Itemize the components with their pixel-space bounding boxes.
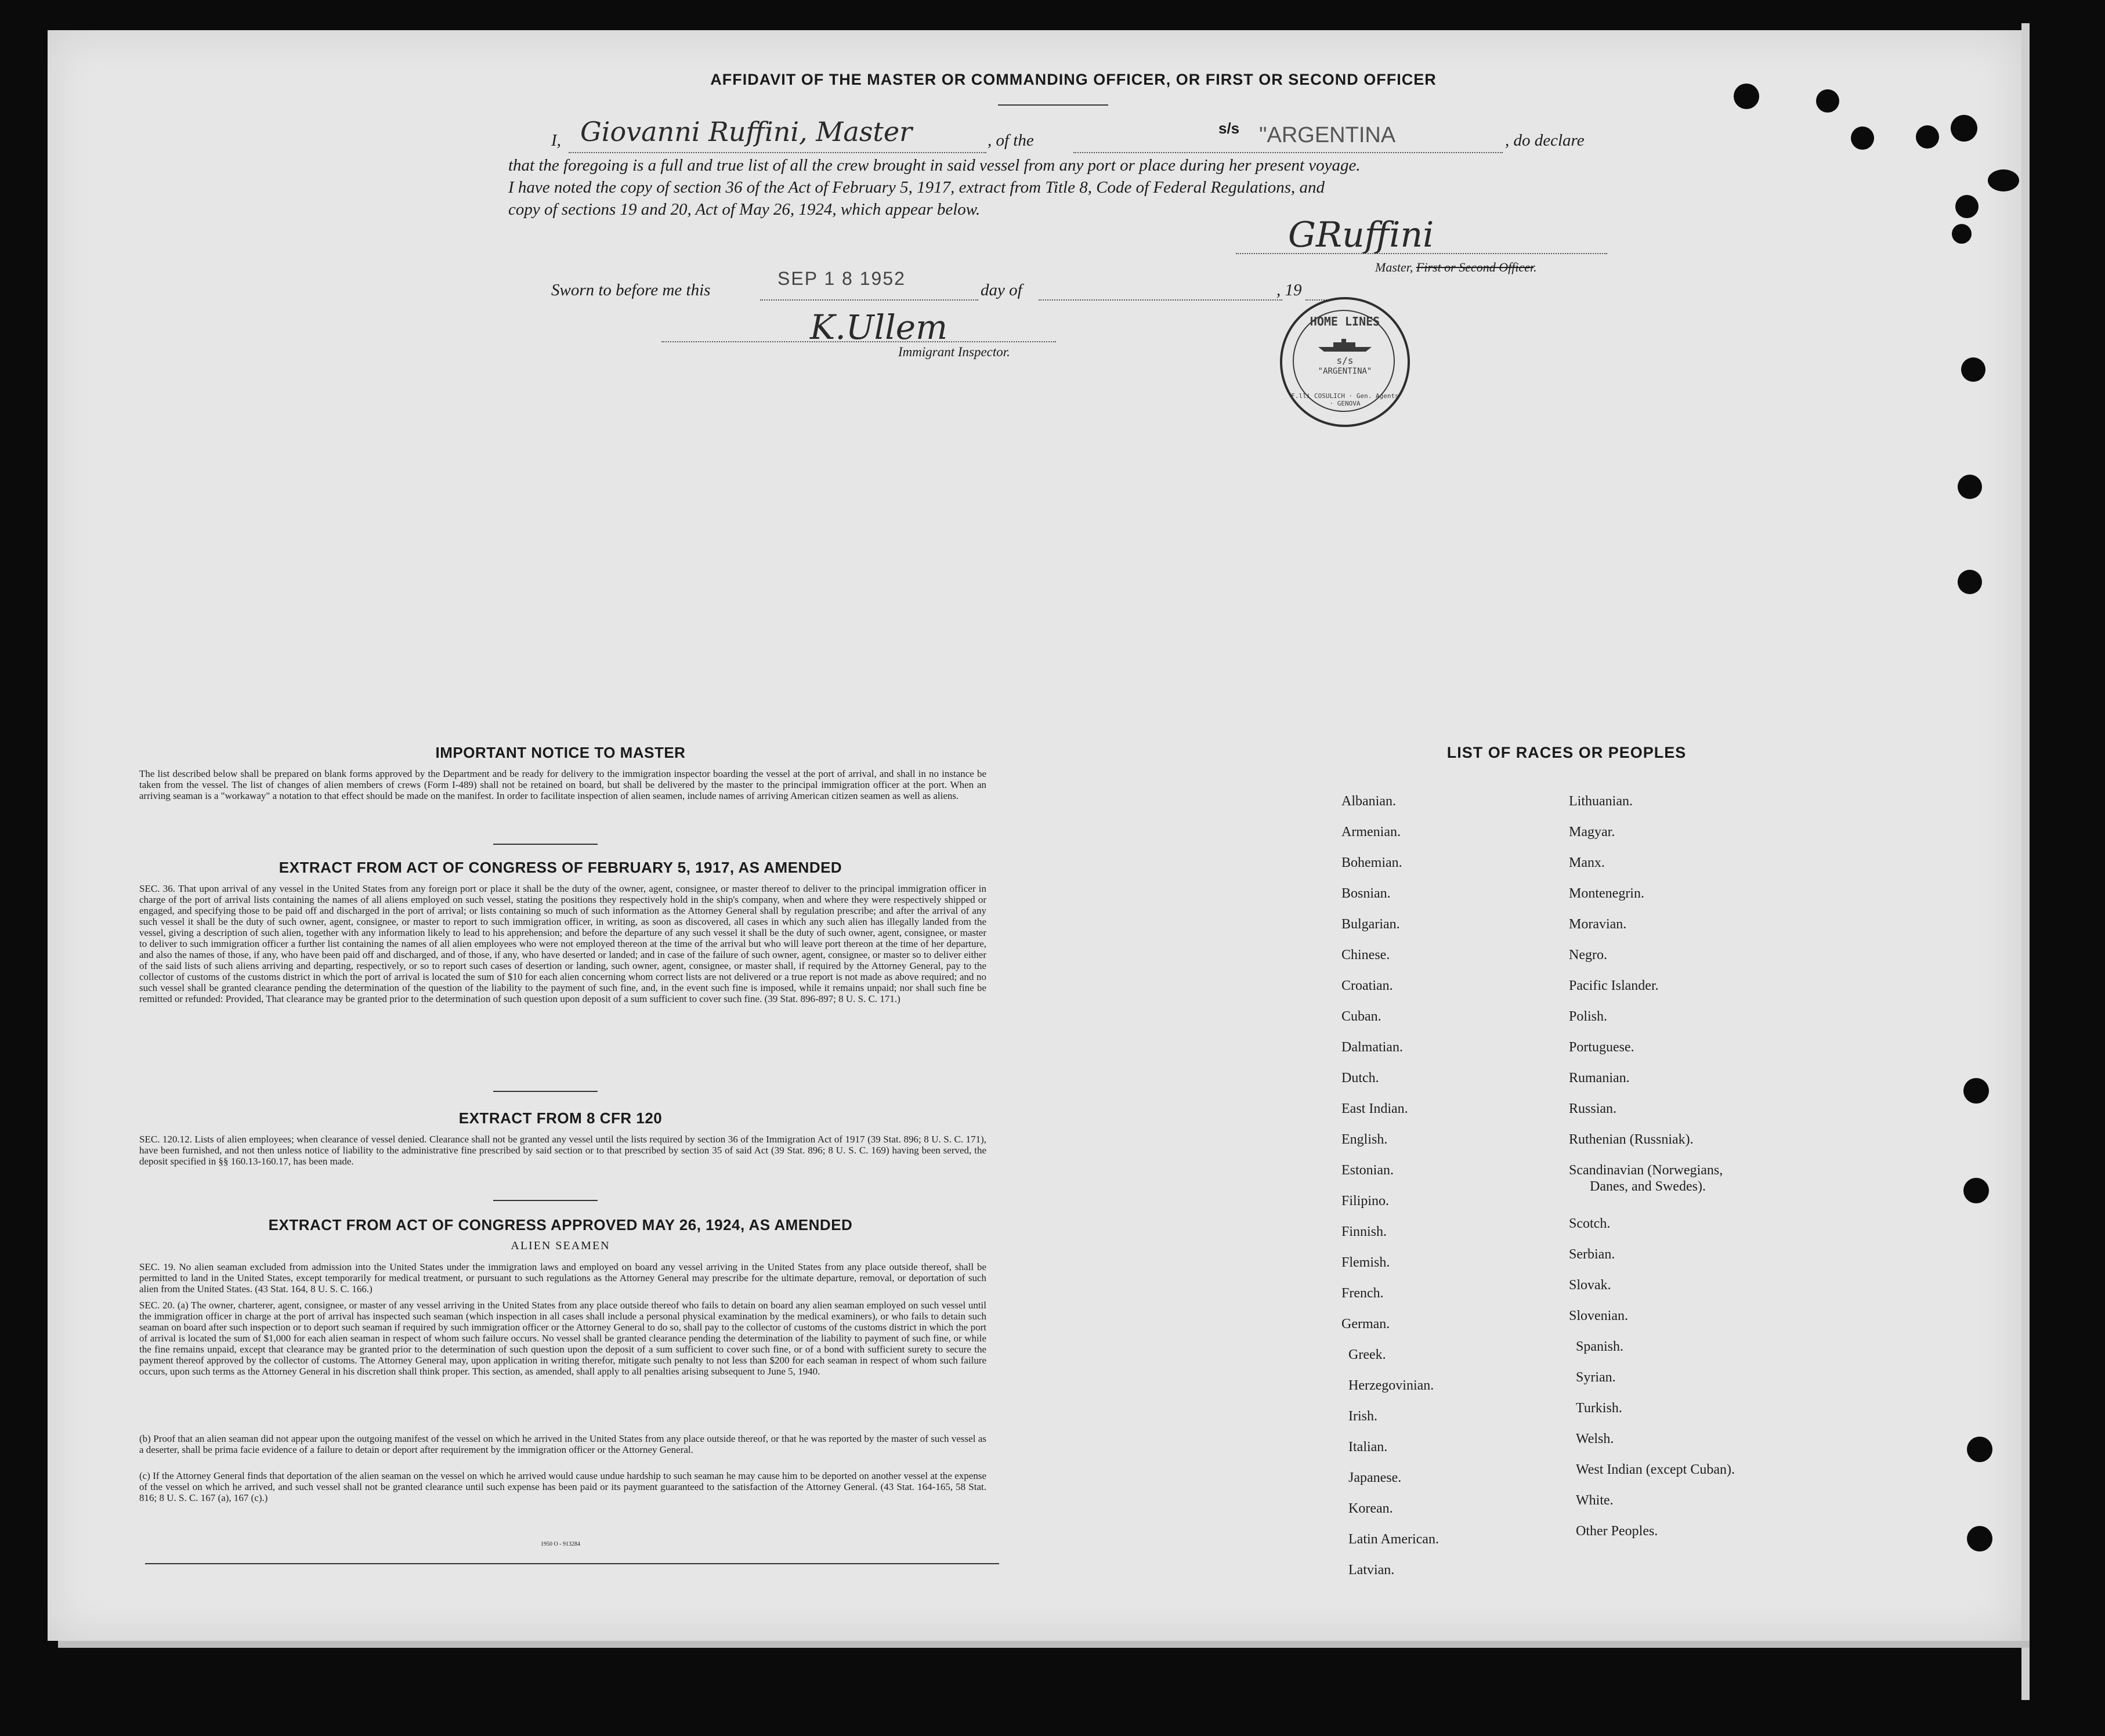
race-list-item: Dalmatian. bbox=[1341, 1040, 1403, 1055]
affidavit-body-2: I have noted the copy of section 36 of the Act of February 5, 1917, extract from Title 8, Code of Federal Regulations, and bbox=[508, 178, 1325, 197]
race-list-item: Manx. bbox=[1569, 855, 1605, 870]
struck-officer-title: First or Second Officer bbox=[1416, 260, 1534, 274]
inspector-label: Immigrant Inspector. bbox=[898, 345, 1010, 359]
extract-1917-title: EXTRACT FROM ACT OF CONGRESS OF FEBRUARY 5, 1917, AS AMENDED bbox=[279, 859, 842, 876]
race-list-item: Flemish. bbox=[1341, 1255, 1390, 1270]
race-list-item: Dutch. bbox=[1341, 1070, 1379, 1086]
race-list-item: Albanian. bbox=[1341, 794, 1396, 809]
race-list-item: Danes, and Swedes). bbox=[1590, 1179, 1706, 1194]
punch-hole bbox=[1967, 1526, 1992, 1551]
race-list-item: Latin American. bbox=[1348, 1532, 1439, 1547]
races-title: LIST OF RACES OR PEOPLES bbox=[1446, 744, 1687, 761]
race-list-item: Slovenian. bbox=[1569, 1308, 1628, 1323]
inspector-signature: K.Ullem bbox=[810, 308, 948, 347]
punch-hole bbox=[1952, 224, 1972, 244]
stamp-top-text: HOME LINES bbox=[1310, 314, 1380, 328]
page-edge bbox=[2021, 23, 2030, 1700]
notice-body: The list described below shall be prepared on blank forms approved by the Department and be ready for delivery to the immigration inspector boarding the vessel at the port of arrival, and shall in no instance be taken from the vessel. The list of changes of alien members of crews (Form I-489) shall not be retained on board, but shall be delivered by the master to the principal immigration officer at the port. When an arriving seaman is a "workaway" a notation to that effect should be made on the manifest. In order to facilitate inspection of alien seamen, include names of arriving American citizen seamen as well as aliens. bbox=[139, 768, 986, 801]
year-label: , 19 bbox=[1276, 281, 1302, 299]
race-list-item: Ruthenian (Russniak). bbox=[1569, 1132, 1694, 1147]
race-list-item: Herzegovinian. bbox=[1348, 1378, 1434, 1393]
ship-icon bbox=[1316, 338, 1374, 353]
section-divider bbox=[493, 1200, 598, 1201]
race-list-item: Polish. bbox=[1569, 1009, 1608, 1024]
inspector-line bbox=[661, 341, 1056, 342]
race-list-item: Pacific Islander. bbox=[1569, 978, 1659, 993]
punch-hole bbox=[1951, 115, 1977, 142]
declarant-handwriting: Giovanni Ruffini, Master bbox=[580, 116, 913, 147]
race-list-item: Rumanian. bbox=[1569, 1070, 1630, 1086]
master-title: Master, bbox=[1375, 260, 1413, 274]
punch-hole bbox=[1816, 89, 1839, 113]
title-divider bbox=[998, 104, 1108, 106]
race-list-item: Cuban. bbox=[1341, 1009, 1381, 1024]
master-label-end: . bbox=[1533, 260, 1537, 274]
punch-hole bbox=[1734, 84, 1759, 109]
punch-hole bbox=[1961, 357, 1985, 382]
race-list-item: White. bbox=[1576, 1493, 1614, 1508]
race-list-item: Finnish. bbox=[1341, 1224, 1387, 1239]
stamp-ship-name: "ARGENTINA" bbox=[1318, 367, 1372, 376]
extract-cfr-body: SEC. 120.12. Lists of alien employees; when clearance of vessel denied. Clearance shall not be granted any vessel until the lists required by section 36 of the Immigration Act of 1917 (39 Stat. 896; 8 U. S. C. 171), have been furnished, and not then unless notice of liability to the administrative fine prescribed by said section or to that prescribed by section 35 of said Act (39 Stat. 896; 8 U. S. C. 169) having been served, the deposit specified in §§ 160.13-160.17, has been made. bbox=[139, 1134, 986, 1167]
do-declare-label: , do declare bbox=[1505, 131, 1585, 150]
section-divider bbox=[493, 844, 598, 845]
punch-hole bbox=[1967, 1437, 1992, 1462]
race-list-item: Latvian. bbox=[1348, 1563, 1395, 1578]
punch-hole bbox=[1963, 1078, 1989, 1104]
race-list-item: Armenian. bbox=[1341, 824, 1401, 840]
affidavit-title: AFFIDAVIT OF THE MASTER OR COMMANDING OFFICER, OR FIRST OR SECOND OFFICER bbox=[710, 71, 1437, 88]
master-signature-line bbox=[1236, 253, 1607, 254]
race-list-item: Magyar. bbox=[1569, 824, 1615, 840]
race-list-item: Bulgarian. bbox=[1341, 917, 1400, 932]
race-list-item: Japanese. bbox=[1348, 1470, 1402, 1485]
extract-cfr-title: EXTRACT FROM 8 CFR 120 bbox=[458, 1109, 663, 1127]
race-list-item: Bohemian. bbox=[1341, 855, 1402, 870]
of-the-label: , of the bbox=[988, 131, 1034, 150]
race-list-item: Lithuanian. bbox=[1569, 794, 1633, 809]
race-list-item: Korean. bbox=[1348, 1501, 1393, 1516]
punch-hole bbox=[1988, 169, 2019, 191]
day-of-label: day of bbox=[981, 281, 1022, 299]
race-list-item: Serbian. bbox=[1569, 1247, 1615, 1262]
master-signature: GRuffini bbox=[1288, 215, 1434, 255]
vessel-line bbox=[1073, 152, 1503, 153]
page-edge bbox=[58, 1641, 2030, 1648]
race-list-item: Negro. bbox=[1569, 947, 1607, 963]
affidavit-body-3: copy of sections 19 and 20, Act of May 26, 1924, which appear below. bbox=[508, 200, 981, 219]
race-list-item: German. bbox=[1341, 1317, 1390, 1332]
race-list-item: Greek. bbox=[1348, 1347, 1386, 1362]
punch-hole bbox=[1963, 1178, 1989, 1203]
race-list-item: West Indian (except Cuban). bbox=[1576, 1462, 1735, 1477]
month-line bbox=[1039, 299, 1282, 301]
affidavit-body-1: that the foregoing is a full and true list of all the crew brought in said vessel from any port or place during her present voyage. bbox=[508, 156, 1361, 175]
sworn-date-stamp: SEP 1 8 1952 bbox=[777, 268, 906, 289]
race-list-item: Russian. bbox=[1569, 1101, 1617, 1116]
race-list-item: Moravian. bbox=[1569, 917, 1627, 932]
master-label bbox=[1375, 260, 1537, 275]
section-divider bbox=[493, 1091, 598, 1092]
sworn-label: Sworn to before me this bbox=[551, 281, 711, 299]
vessel-name: "ARGENTINA bbox=[1259, 123, 1396, 147]
race-list-item: Syrian. bbox=[1576, 1370, 1616, 1385]
document-sheet bbox=[48, 30, 2021, 1641]
punch-hole bbox=[1958, 475, 1982, 499]
punch-hole bbox=[1851, 126, 1874, 150]
race-list-item: Slovak. bbox=[1569, 1278, 1611, 1293]
race-list-item: Chinese. bbox=[1341, 947, 1390, 963]
race-list-item: Welsh. bbox=[1576, 1431, 1614, 1446]
sec-20c-body: (c) If the Attorney General finds that deportation of the alien seaman on the vessel on which he arrived would cause undue hardship to such seaman he may cause him to be deported on another vessel at the expense of the vessel on which he arrived, and such vessel shall not be granted clearance until such expense has been paid or its payment guaranteed to the satisfaction of the Attorney General. (43 Stat. 164-165, 58 Stat. 816; 8 U. S. C. 167 (a), 167 (c).) bbox=[139, 1470, 986, 1503]
race-list-item: Portuguese. bbox=[1569, 1040, 1634, 1055]
vessel-prefix: s/s bbox=[1218, 120, 1240, 137]
print-code: 1950 O - 913284 bbox=[540, 1541, 581, 1547]
sworn-date-line bbox=[760, 299, 978, 301]
race-list-item: Other Peoples. bbox=[1576, 1524, 1658, 1539]
race-list-item: Spanish. bbox=[1576, 1339, 1624, 1354]
stamp-bottom-text: F.lli COSULICH · Gen. Agents · GENOVA bbox=[1291, 392, 1399, 407]
extract-1917-body: SEC. 36. That upon arrival of any vessel in the United States from any foreign port or place it shall be the duty of the owner, agent, consignee, or master thereof to deliver to the principal immigration officer in charge of the port of arrival lists containing the names of all aliens employed on such vessel, stating the positions they respectively hold in the ship's company, when and where they were respectively shipped or engaged, and specifying those to be paid off and discharged in the port of arrival; or lists containing so much of such information as the Attorney General shall by regulation prescribe; and after the arrival of any such vessel it shall be the duty of such owner, agent, consignee, or master to report to such immigration officer, in writing, as soon as discovered, all cases in which any such alien has illegally landed from the vessel, giving a description of such alien, together with any information likely to lead to his apprehension; and before the departure of any such vessel it shall be the duty of such owner, agent, consignee, or master to deliver to such immigration officer a further list containing the names of all alien employees who were not employed thereon at the time of the arrival but who will leave port thereon at the time of her departure, and also the names of those, if any, who have been paid off and discharged, and of those, if any, who have deserted or landed; and in case of the failure of such owner, agent, consignee, or master so to deliver either of the said lists of such aliens arriving and departing, respectively, or so to report such cases of desertion or landing, such owner, agent, consignee, or master shall, if required by the Attorney General, pay to the collector of customs of the customs district in which the port of arrival is located the sum of $10 for each alien concerning whom correct lists are not delivered or a true report is not made as above required; and no such vessel shall be granted clearance pending the determination of the question of the liability to the payment of such fine, and, in the event such fine is imposed, while it remains unpaid; nor shall such fine be remitted or refunded: Provided, That clearance may be granted prior to the determination of such question upon deposit of a sum sufficient to cover such fine. (39 Stat. 896-897; 8 U. S. C. 171.) bbox=[139, 883, 986, 1004]
race-list-item: Turkish. bbox=[1576, 1401, 1622, 1416]
punch-hole bbox=[1916, 125, 1939, 149]
race-list-item: Montenegrin. bbox=[1569, 886, 1644, 901]
race-list-item: Croatian. bbox=[1341, 978, 1393, 993]
bottom-rule bbox=[145, 1563, 999, 1564]
race-list-item: Irish. bbox=[1348, 1409, 1377, 1424]
race-list-item: Scotch. bbox=[1569, 1216, 1611, 1231]
race-list-item: Filipino. bbox=[1341, 1194, 1390, 1209]
extract-1924-title: EXTRACT FROM ACT OF CONGRESS APPROVED MAY 26, 1924, AS AMENDED bbox=[268, 1216, 853, 1234]
race-list-item: Estonian. bbox=[1341, 1163, 1394, 1178]
declarant-line bbox=[569, 152, 986, 153]
punch-hole bbox=[1955, 195, 1979, 218]
race-list-item: Italian. bbox=[1348, 1440, 1388, 1455]
race-list-item: French. bbox=[1341, 1286, 1384, 1301]
stamp-ship-prefix: s/s bbox=[1336, 355, 1354, 366]
alien-seamen-subtitle: ALIEN SEAMEN bbox=[511, 1239, 610, 1252]
punch-hole bbox=[1958, 570, 1982, 594]
sec-19-body: SEC. 19. No alien seaman excluded from admission into the United States under the immigration laws and employed on board any vessel arriving in the United States from any place outside thereof, shall be permitted to land in the United States, except temporarily for medical treatment, or pursuant to such regulations as the Attorney General may prescribe for the ultimate departure, removal, or deportation of such alien from the United States. (43 Stat. 164, 8 U. S. C. 166.) bbox=[139, 1261, 986, 1294]
sec-20b-body: (b) Proof that an alien seaman did not appear upon the outgoing manifest of the vessel on which he arrived in the United States from any place outside thereof, or that he was reported by the master of such vessel as a deserter, shall be prima facie evidence of a failure to detain or deport after requirement by the immigration officer or the Attorney General. bbox=[139, 1433, 986, 1455]
notice-title: IMPORTANT NOTICE TO MASTER bbox=[435, 744, 686, 761]
sec-20a-body: SEC. 20. (a) The owner, charterer, agent, consignee, or master of any vessel arriving in the United States from any place outside thereof who fails to detain on board any alien seaman employed on such vessel until the immigration officer in charge at the port of arrival has inspected such seaman (which inspection in all cases shall include a personal physical examination by the medical examiners), or who fails to detain such seaman on board after such inspection or to deport such seaman if required by such immigration officer or the Attorney General to do so, shall pay to the collector of customs of the customs district in which the port of arrival is located the sum of $1,000 for each alien seaman in respect of whom such failure occurs. No vessel shall be granted clearance pending the determination of the liability to payment of such fine, or while the fine remains unpaid, except that clearance may be granted prior to the determination of such question upon the deposit of a sum sufficient to cover such fine, or of a bond with sufficient surety to secure the payment thereof approved by the collector of customs. The Attorney General may, upon application in writing therefor, mitigate such penalty to not less than $200 for each seaman in respect of whom such failure occurs, upon such terms as the Attorney General in his discretion shall think proper. This section, as amended, shall apply to all penalties arising subsequent to June 5, 1940. bbox=[139, 1300, 986, 1377]
race-list-item: Bosnian. bbox=[1341, 886, 1391, 901]
race-list-item: East Indian. bbox=[1341, 1101, 1408, 1116]
race-list-item: Scandinavian (Norwegians, bbox=[1569, 1163, 1723, 1178]
race-list-item: English. bbox=[1341, 1132, 1388, 1147]
declarant-prefix: I, bbox=[551, 131, 561, 150]
company-stamp bbox=[1280, 297, 1410, 427]
